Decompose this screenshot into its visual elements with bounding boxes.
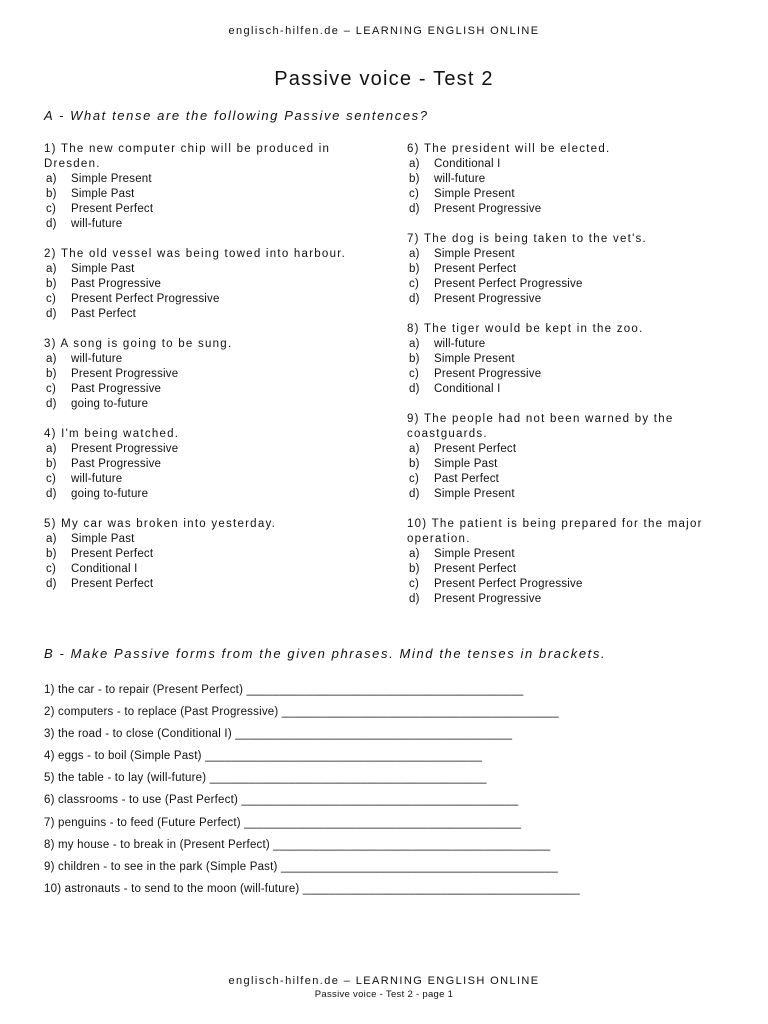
answer-option [44, 262, 374, 277]
answer-option [44, 367, 374, 382]
option-text: will-future [71, 218, 123, 230]
answer-options [407, 442, 727, 502]
question-block [407, 232, 727, 307]
option-letter: d) [409, 293, 420, 305]
option-letter: c) [46, 563, 56, 575]
answer-option [407, 172, 727, 187]
question-text: 1) The new computer chip will be produced in Dresden. [44, 143, 331, 170]
answer-options [407, 547, 727, 607]
question-block [407, 142, 727, 217]
question-block [407, 322, 727, 397]
answer-option [407, 382, 727, 397]
page-title: Passive voice - Test 2 [274, 68, 494, 90]
question-text: 8) The tiger would be kept in the zoo. [407, 323, 644, 335]
option-text: Conditional I [434, 383, 501, 395]
option-letter: b) [409, 173, 420, 185]
exercise-b-item: 10) astronauts - to send to the moon (will-future) __________________________________________ [44, 882, 580, 895]
answer-option [407, 292, 727, 307]
answer-option [407, 457, 727, 472]
questions-right-column [407, 142, 727, 622]
option-letter: b) [409, 563, 420, 575]
option-text: Simple Present [434, 353, 515, 365]
option-text: Past Progressive [71, 383, 162, 395]
exercise-b-item: 8) my house - to break in (Present Perfect) __________________________________________ [44, 838, 551, 851]
option-letter: a) [409, 338, 420, 350]
answer-option [44, 277, 374, 292]
question-text: 2) The old vessel was being towed into harbour. [44, 248, 347, 260]
question-text: 9) The people had not been warned by the coastguards. [407, 413, 674, 440]
option-text: Past Progressive [71, 458, 162, 470]
footer-site: englisch-hilfen.de – LEARNING ENGLISH ONLINE [228, 975, 540, 987]
option-letter: d) [409, 383, 420, 395]
option-text: Simple Present [434, 488, 515, 500]
exercise-b-item: 2) computers - to replace (Past Progressive) __________________________________________ [44, 706, 559, 719]
answer-option [44, 187, 374, 202]
answer-options [44, 172, 374, 232]
option-text: going to-future [71, 488, 149, 500]
answer-option [44, 382, 374, 397]
option-letter: a) [409, 548, 420, 560]
answer-option [407, 367, 727, 382]
option-text: Simple Present [71, 173, 152, 185]
question-block [44, 337, 374, 412]
exercise-b-item: 1) the car - to repair (Present Perfect) __________________________________________ [44, 684, 524, 696]
option-letter: a) [409, 158, 420, 170]
option-letter: d) [46, 488, 57, 500]
answer-option [407, 277, 727, 292]
question-block [44, 142, 374, 232]
option-letter: b) [46, 188, 57, 200]
section-a-heading: A - What tense are the following Passive sentences? [44, 108, 429, 123]
answer-option [44, 292, 374, 307]
answer-options [407, 247, 727, 307]
option-letter: d) [409, 488, 420, 500]
exercise-b-item: 9) children - to see in the park (Simple Past) __________________________________________ [44, 860, 558, 873]
answer-option [407, 592, 727, 607]
option-text: Present Perfect Progressive [434, 278, 583, 290]
question-block [44, 427, 374, 502]
question-text: 3) A song is going to be sung. [44, 338, 233, 350]
answer-option [44, 352, 374, 367]
answer-option [44, 472, 374, 487]
question-text: 5) My car was broken into yesterday. [44, 518, 277, 530]
option-text: Present Perfect [71, 578, 154, 590]
option-letter: c) [409, 473, 419, 485]
answer-option [407, 337, 727, 352]
option-text: Present Progressive [434, 293, 542, 305]
answer-option [407, 442, 727, 457]
answer-option [44, 397, 374, 412]
answer-option [44, 457, 374, 472]
option-text: Present Perfect [434, 263, 517, 275]
option-text: Present Progressive [434, 593, 542, 605]
answer-option [407, 352, 727, 367]
page-header: englisch-hilfen.de – LEARNING ENGLISH ONLINE [228, 25, 540, 37]
answer-option [407, 487, 727, 502]
option-letter: c) [46, 383, 56, 395]
answer-options [44, 532, 374, 592]
answer-option [44, 307, 374, 322]
answer-option [44, 577, 374, 592]
option-text: Present Progressive [71, 368, 179, 380]
answer-option [44, 442, 374, 457]
answer-option [44, 202, 374, 217]
option-text: will-future [71, 353, 123, 365]
question-block [44, 517, 374, 592]
answer-option [407, 202, 727, 217]
option-text: Present Progressive [434, 203, 542, 215]
answer-option [44, 217, 374, 232]
option-text: Simple Present [434, 248, 515, 260]
answer-option [407, 157, 727, 172]
option-letter: a) [409, 248, 420, 260]
option-letter: b) [46, 278, 57, 290]
option-letter: d) [46, 308, 57, 320]
question-block [407, 517, 727, 607]
option-letter: a) [46, 263, 57, 275]
option-letter: b) [46, 548, 57, 560]
exercise-b-item: 6) classrooms - to use (Past Perfect) __________________________________________ [44, 794, 519, 807]
option-letter: c) [409, 188, 419, 200]
option-text: will-future [434, 338, 486, 350]
option-text: Present Perfect [434, 563, 517, 575]
answer-option [407, 547, 727, 562]
option-text: Past Progressive [71, 278, 162, 290]
footer-page-label: Passive voice - Test 2 - page 1 [314, 989, 454, 1000]
question-text: 10) The patient is being prepared for the major operation. [407, 518, 703, 545]
option-text: Simple Past [71, 263, 135, 275]
exercise-b-list [44, 679, 734, 900]
option-letter: b) [46, 458, 57, 470]
option-letter: d) [409, 593, 420, 605]
answer-option [44, 532, 374, 547]
answer-option [407, 577, 727, 592]
answer-option [407, 187, 727, 202]
answer-options [44, 262, 374, 322]
answer-options [44, 442, 374, 502]
option-letter: b) [409, 353, 420, 365]
option-letter: c) [409, 278, 419, 290]
option-letter: c) [409, 578, 419, 590]
option-letter: d) [409, 203, 420, 215]
answer-options [407, 157, 727, 217]
page-footer [0, 975, 768, 1001]
option-letter: b) [46, 368, 57, 380]
answer-options [44, 352, 374, 412]
option-text: will-future [71, 473, 123, 485]
option-text: Present Perfect [71, 548, 154, 560]
answer-option [44, 487, 374, 502]
option-letter: a) [46, 353, 57, 365]
option-text: Present Perfect [434, 443, 517, 455]
question-text: 7) The dog is being taken to the vet's. [407, 233, 647, 245]
answer-option [44, 172, 374, 187]
option-text: Simple Present [434, 548, 515, 560]
option-text: Present Progressive [71, 443, 179, 455]
exercise-b-item: 3) the road - to close (Conditional I) __________________________________________ [44, 728, 513, 741]
option-text: Past Perfect [71, 308, 137, 320]
option-letter: c) [46, 203, 56, 215]
option-text: Conditional I [71, 563, 138, 575]
option-text: Simple Past [71, 533, 135, 545]
option-text: Past Perfect [434, 473, 500, 485]
option-letter: a) [409, 443, 420, 455]
answer-option [407, 472, 727, 487]
question-block [407, 412, 727, 502]
exercise-b-item: 5) the table - to lay (will-future) __________________________________________ [44, 772, 487, 785]
option-letter: a) [46, 533, 57, 545]
option-text: Present Progressive [434, 368, 542, 380]
question-text: 4) I'm being watched. [44, 428, 180, 440]
option-letter: d) [46, 578, 57, 590]
question-block [44, 247, 374, 322]
option-text: Simple Present [434, 188, 515, 200]
option-letter: c) [46, 473, 56, 485]
answer-option [407, 247, 727, 262]
option-text: Present Perfect [71, 203, 154, 215]
option-letter: b) [409, 458, 420, 470]
option-letter: a) [46, 443, 57, 455]
question-text: 6) The president will be elected. [407, 143, 611, 155]
answer-option [407, 262, 727, 277]
answer-options [407, 337, 727, 397]
answer-option [44, 547, 374, 562]
option-text: Conditional I [434, 158, 501, 170]
option-text: going to-future [71, 398, 149, 410]
option-letter: d) [46, 218, 57, 230]
exercise-b-item: 4) eggs - to boil (Simple Past) __________________________________________ [44, 750, 483, 763]
option-letter: a) [46, 173, 57, 185]
option-text: Present Perfect Progressive [71, 293, 220, 305]
option-text: will-future [434, 173, 486, 185]
option-text: Simple Past [434, 458, 498, 470]
option-letter: d) [46, 398, 57, 410]
option-letter: b) [409, 263, 420, 275]
answer-option [407, 562, 727, 577]
questions-left-column [44, 142, 374, 607]
section-b-heading: B - Make Passive forms from the given phrases. Mind the tenses in brackets. [44, 646, 607, 661]
exercise-b-item: 7) penguins - to feed (Future Perfect) __________________________________________ [44, 816, 522, 829]
option-text: Simple Past [71, 188, 135, 200]
option-text: Present Perfect Progressive [434, 578, 583, 590]
answer-option [44, 562, 374, 577]
option-letter: c) [46, 293, 56, 305]
option-letter: c) [409, 368, 419, 380]
